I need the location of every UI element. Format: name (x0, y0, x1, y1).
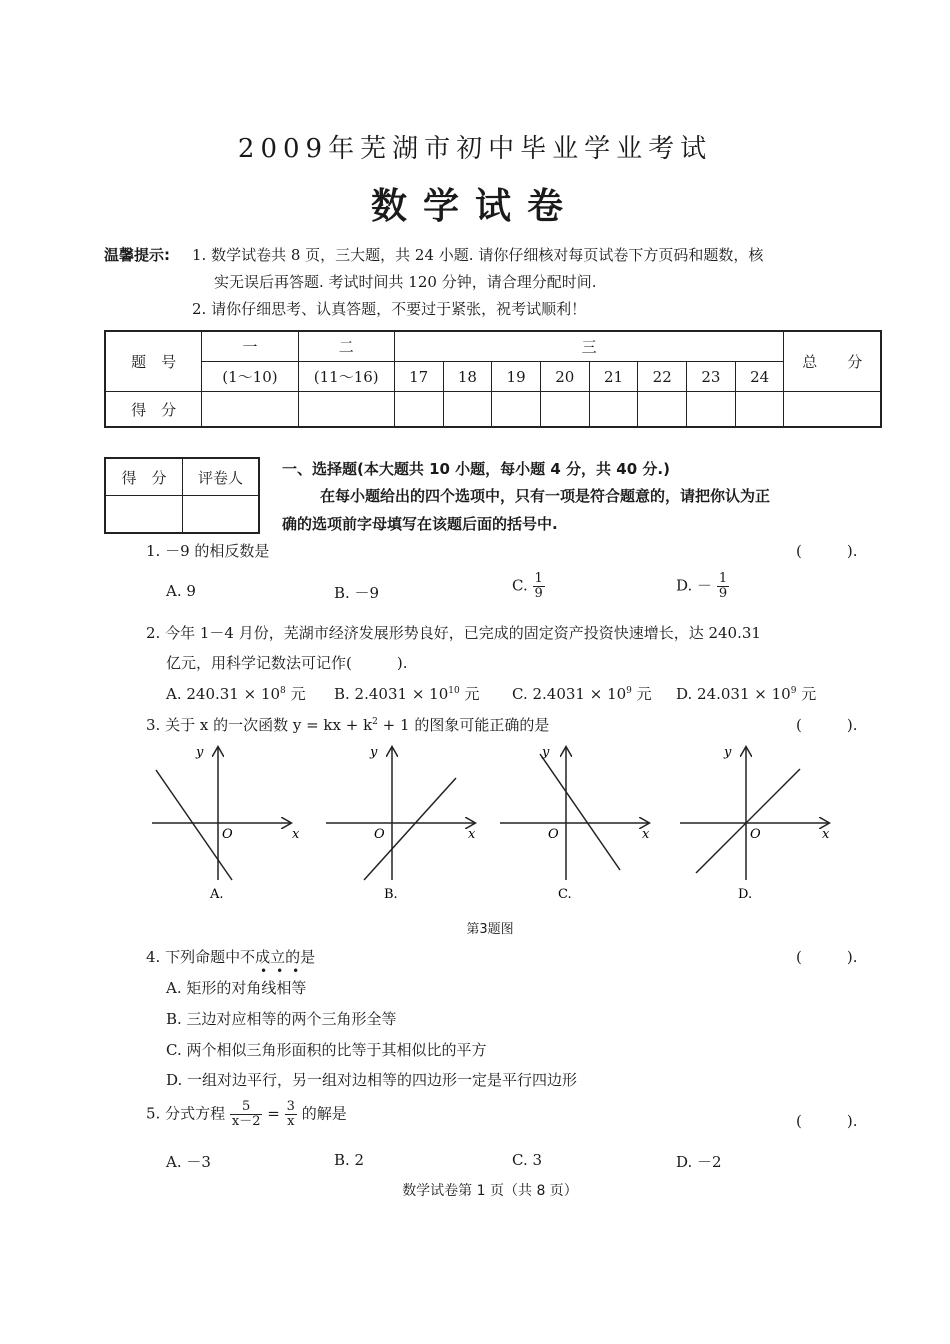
graph-a-origin: O (222, 827, 233, 842)
graph-a-line (156, 770, 232, 880)
section-1-heading: 一、选择题(本大题共 10 小题，每小题 4 分，共 40 分.) (282, 460, 670, 478)
q2-option-b: B. $2.4031 \times 10^{10}$ 元 (334, 685, 480, 703)
graph-c-line (540, 754, 620, 870)
q-number: 19 (492, 362, 541, 392)
tips-line-2: 实无误后再答题. 考试时间共 120 分钟，请合理分配时间. (214, 273, 597, 291)
score-cell[interactable] (443, 392, 492, 428)
graph-d (680, 745, 830, 902)
score-cell[interactable] (492, 392, 541, 428)
grader-box (104, 457, 260, 534)
exam-title: 2009年芜湖市初中毕业学业考试 (237, 134, 713, 164)
question-number-label: 题 号 (105, 331, 202, 392)
graph-d-line (696, 769, 800, 873)
score-cell[interactable] (298, 392, 394, 428)
q3-answer-paren[interactable]: ( ). (796, 716, 858, 734)
score-table (104, 330, 882, 428)
graph-c (500, 745, 650, 902)
graph-d-x-label: x (822, 827, 830, 842)
score-row-label: 得 分 (105, 392, 202, 428)
score-cell[interactable] (638, 392, 687, 428)
q-number: 24 (735, 362, 784, 392)
grader-name-label: 评卷人 (183, 458, 259, 496)
score-cell[interactable] (735, 392, 784, 428)
q2-option-c: C. $2.4031 \times 10^9$ 元 (512, 685, 652, 703)
section-3-header: 三 (394, 331, 784, 362)
q5-option-c: C. 3 (512, 1151, 543, 1169)
section-1-header: 一 (202, 331, 298, 362)
q-number: 20 (540, 362, 589, 392)
graph-b-origin: O (374, 827, 385, 842)
q5-option-a: A. －3 (166, 1153, 211, 1171)
q4-option-b: B. 三边对应相等的两个三角形全等 (166, 1010, 397, 1028)
graph-b-label: B. (384, 887, 398, 902)
q1-answer-paren[interactable]: ( ). (796, 542, 858, 560)
q4-option-a: A. 矩形的对角线相等 (166, 979, 307, 997)
grader-name-cell[interactable] (183, 496, 259, 534)
section-2-range: (11～16) (298, 362, 394, 392)
score-cell[interactable] (540, 392, 589, 428)
emphasis-dots: ••• (260, 964, 309, 978)
q2-stem-1: 2. 今年 1－4 月份，芜湖市经济发展形势良好，已完成的固定资产投资快速增长，达 240.31 (146, 624, 761, 642)
section-2-header: 二 (298, 331, 394, 362)
q2-stem-2: 亿元，用科学记数法可记作( ). (166, 654, 408, 672)
q3-stem: 3. 关于 x 的一次函数 y = kx + $k^2 + 1$ 的图象可能正确的是 (146, 716, 550, 734)
graph-d-y-label: y (724, 745, 732, 760)
section-1-range: (1～10) (202, 362, 298, 392)
tips-line-1: 1. 数学试卷共 8 页，三大题，共 24 小题. 请你仔细核对每页试卷下方页码和题数，核 (192, 246, 764, 264)
graph-c-origin: O (548, 827, 559, 842)
grader-score-label: 得 分 (105, 458, 183, 496)
graph-c-label: C. (558, 887, 572, 902)
graph-a-label: A. (210, 887, 224, 902)
q2-option-d: D. $24.031 \times 10^9$ 元 (676, 685, 817, 703)
q-number: 17 (394, 362, 443, 392)
score-cell[interactable] (784, 392, 881, 428)
q2-option-a: A. $240.31 \times 10^8$ 元 (166, 685, 306, 703)
q5-option-b: B. 2 (334, 1151, 365, 1169)
score-cell[interactable] (687, 392, 736, 428)
graph-b-x-label: x (468, 827, 476, 842)
graph-d-label: D. (738, 887, 753, 902)
q1-stem: 1. －9 的相反数是 (146, 542, 270, 560)
q1-option-d: D. － $\frac{1}{9}$ (676, 571, 728, 601)
section-1-instructions-1: 在每小题给出的四个选项中，只有一项是符合题意的，请把你认为正 (320, 487, 771, 505)
graph-b-y-label: y (370, 745, 378, 760)
q1-option-c: C. $\frac{1}{9}$ (512, 571, 543, 601)
page-footer: 数学试卷第 1 页（共 8 页） (402, 1183, 578, 1199)
graph-d-origin: O (750, 827, 761, 842)
q3-figure-caption: 第3题图 (466, 922, 514, 937)
graph-c-y-label: y (542, 745, 550, 760)
exam-subtitle: 数学试卷 (370, 185, 579, 227)
q1-option-a: A. 9 (166, 582, 196, 600)
graph-a (152, 745, 300, 902)
graph-b (326, 745, 476, 902)
graph-c-x-label: x (642, 827, 650, 842)
q3-graphs (140, 740, 840, 910)
q5-stem: 5. 分式方程 $\frac{5}{x-2}$ = $\frac{3}{x}$ 的解是 (146, 1099, 347, 1129)
grader-score-cell[interactable] (105, 496, 183, 534)
score-cell[interactable] (202, 392, 298, 428)
q-number: 21 (589, 362, 638, 392)
q4-stem: 4. 下列命题中不成立的是 (146, 948, 316, 966)
tips-label: 温馨提示: (104, 246, 170, 264)
score-cell[interactable] (589, 392, 638, 428)
graph-a-y-label: y (196, 745, 204, 760)
tips-line-3: 2. 请你仔细思考、认真答题，不要过于紧张，祝考试顺利！ (192, 300, 587, 318)
q4-option-c: C. 两个相似三角形面积的比等于其相似比的平方 (166, 1041, 487, 1059)
q-number: 22 (638, 362, 687, 392)
q5-option-d: D. －2 (676, 1153, 722, 1171)
score-cell[interactable] (394, 392, 443, 428)
q4-option-d: D. 一组对边平行，另一组对边相等的四边形一定是平行四边形 (166, 1071, 578, 1089)
total-header: 总 分 (784, 331, 881, 392)
q1-option-b: B. －9 (334, 584, 380, 602)
q4-answer-paren[interactable]: ( ). (796, 948, 858, 966)
q-number: 23 (687, 362, 736, 392)
graph-a-x-label: x (292, 827, 300, 842)
q5-answer-paren[interactable]: ( ). (796, 1112, 858, 1130)
q-number: 18 (443, 362, 492, 392)
section-1-instructions-2: 确的选项前字母填写在该题后面的括号中. (282, 515, 558, 533)
